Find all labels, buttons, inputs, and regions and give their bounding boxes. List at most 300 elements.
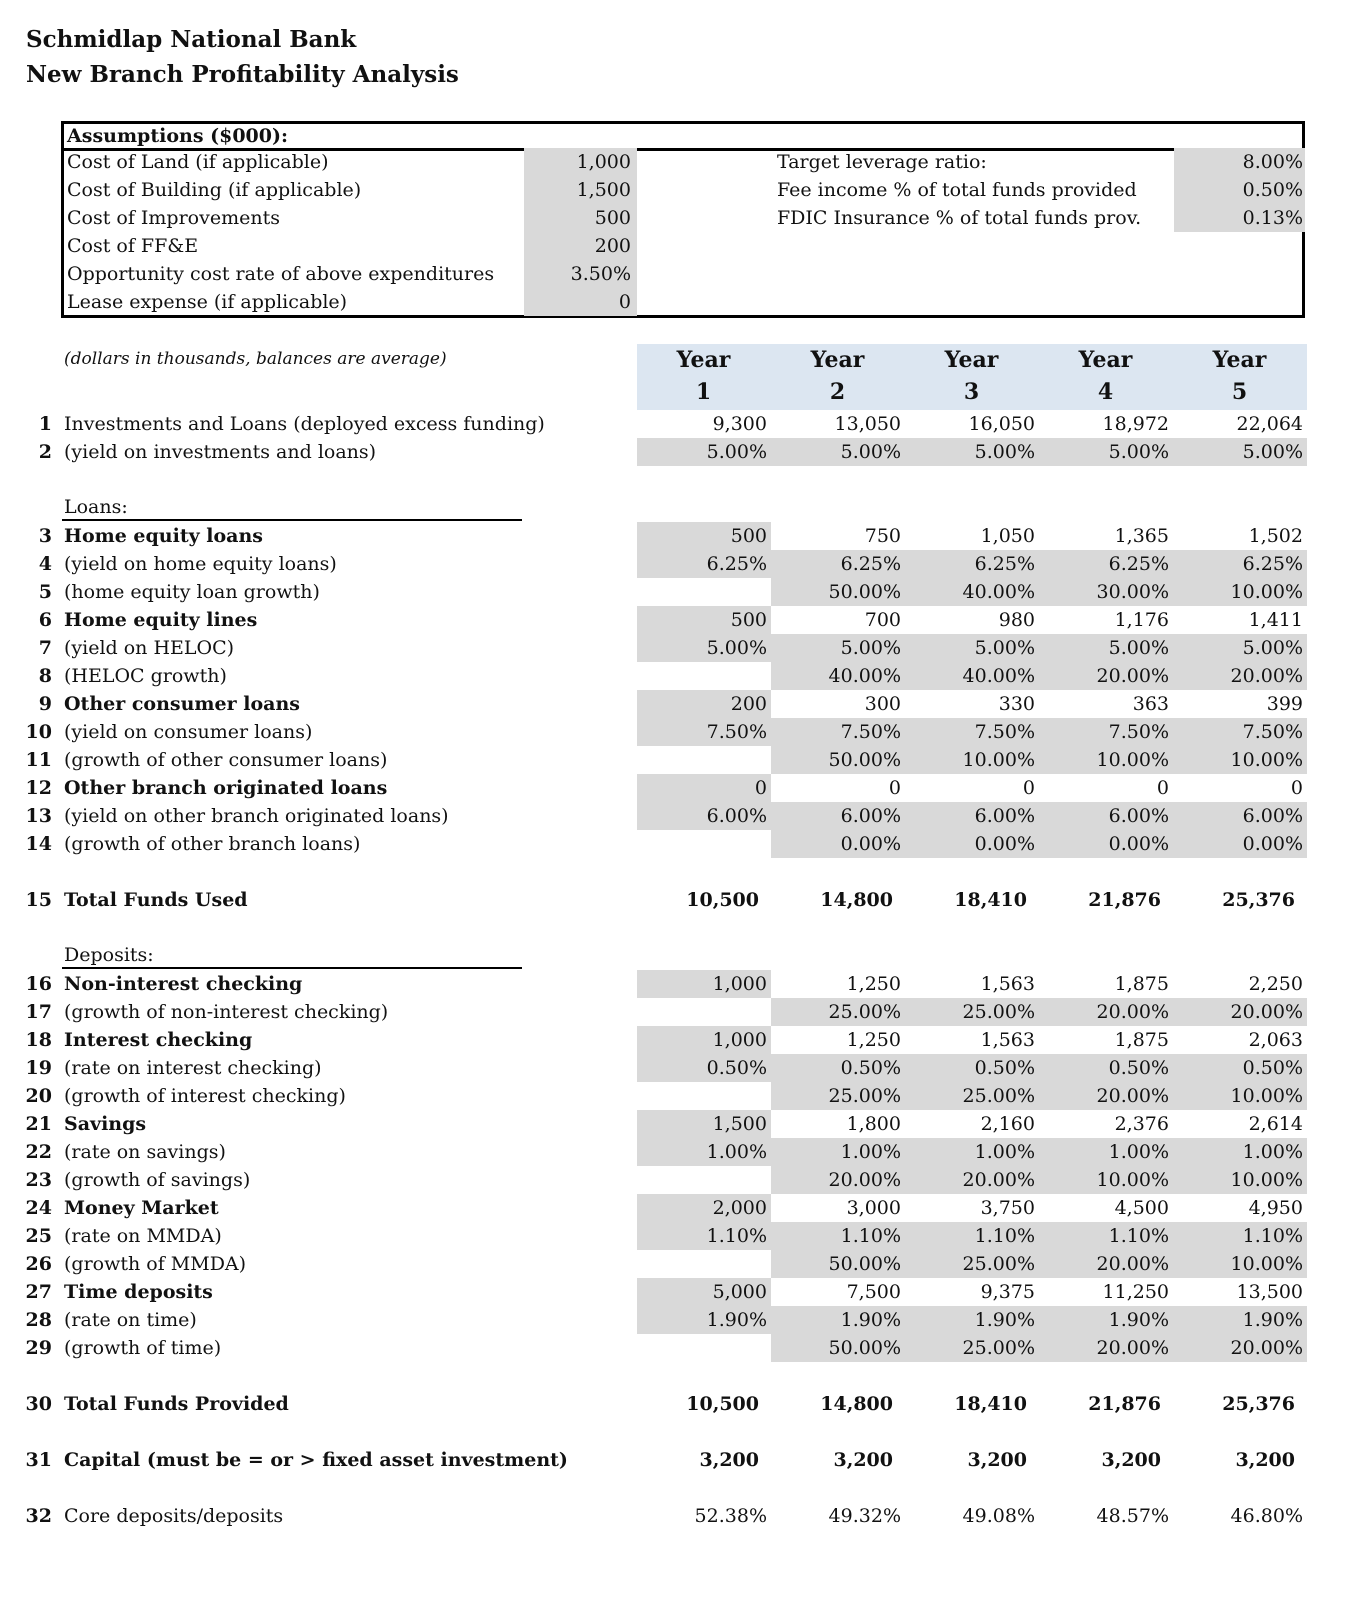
value-cell[interactable]: 6.25%: [1173, 550, 1307, 578]
row-number: 23: [25, 1169, 52, 1191]
row-label: (rate on time): [64, 1309, 197, 1331]
value-cell[interactable]: 1.00%: [771, 1138, 905, 1166]
value-cell: [637, 1082, 771, 1110]
assumption-row: [64, 288, 764, 316]
table-row: [0, 970, 1371, 998]
table-row: [0, 438, 1371, 466]
assumption-input[interactable]: 1,000: [524, 148, 637, 176]
value-cell: 25,376: [1222, 889, 1295, 911]
value-cell[interactable]: 25.00%: [905, 1250, 1039, 1278]
assumption-label: Cost of Land (if applicable): [67, 151, 329, 173]
value-cell[interactable]: 7.50%: [1039, 718, 1173, 746]
assumption-input[interactable]: 500: [524, 204, 637, 232]
value-cell[interactable]: 6.00%: [1039, 802, 1173, 830]
value-cell: [637, 1334, 771, 1362]
value-cell: 2,376: [1114, 1113, 1169, 1135]
value-cell[interactable]: 5.00%: [905, 438, 1039, 466]
value-cell: 1,502: [1248, 525, 1303, 547]
value-cell[interactable]: 1.10%: [771, 1222, 905, 1250]
year-word: Year: [810, 347, 865, 373]
assumptions-heading: Assumptions ($000):: [64, 124, 1302, 151]
assumption-label: Cost of Building (if applicable): [67, 179, 362, 201]
value-cell[interactable]: 0.00%: [1173, 830, 1307, 858]
units-note: (dollars in thousands, balances are average): [64, 349, 447, 369]
value-cell[interactable]: 6.25%: [1039, 550, 1173, 578]
row-number: 22: [25, 1141, 52, 1163]
row-number: 31: [25, 1449, 52, 1471]
row-label: (HELOC growth): [64, 665, 227, 687]
value-cell: 0: [888, 777, 901, 799]
year-header: [637, 344, 770, 408]
value-cell[interactable]: 500: [637, 522, 771, 550]
row-number: 4: [38, 553, 52, 575]
row-number: 21: [25, 1113, 52, 1135]
value-cell[interactable]: 50.00%: [771, 578, 905, 606]
row-number: 6: [38, 609, 52, 631]
value-cell: 3,200: [1235, 1449, 1295, 1471]
value-cell[interactable]: 0.50%: [1039, 1054, 1173, 1082]
table-row: [0, 522, 1371, 550]
value-cell: 3,200: [967, 1449, 1027, 1471]
value-cell[interactable]: 1.90%: [637, 1306, 771, 1334]
value-cell: 4,500: [1114, 1197, 1169, 1219]
value-cell: 10,500: [686, 889, 759, 911]
table-row: [0, 802, 1371, 830]
table-row: [0, 774, 1371, 802]
value-cell: 2,063: [1248, 1029, 1303, 1051]
value-cell[interactable]: 1.90%: [1173, 1306, 1307, 1334]
value-cell: 21,876: [1088, 1393, 1161, 1415]
row-number: 12: [25, 777, 52, 799]
value-cell: 9,375: [980, 1281, 1035, 1303]
value-cell: [637, 578, 771, 606]
value-cell[interactable]: 25.00%: [905, 1082, 1039, 1110]
row-label: (home equity loan growth): [64, 581, 320, 603]
assumption-row-right: [64, 148, 1305, 176]
table-row: [0, 1026, 1371, 1054]
value-cell[interactable]: 25.00%: [905, 1334, 1039, 1362]
section-deposits: Deposits:: [64, 944, 154, 966]
value-cell: [637, 1166, 771, 1194]
row-label: (rate on MMDA): [64, 1225, 222, 1247]
year-number: 5: [1231, 379, 1248, 405]
value-cell[interactable]: 0.50%: [771, 1054, 905, 1082]
table-row: [0, 1110, 1371, 1138]
value-cell[interactable]: 6.25%: [905, 550, 1039, 578]
value-cell[interactable]: 20.00%: [1173, 998, 1307, 1026]
assumption-label: Lease expense (if applicable): [67, 291, 348, 313]
row-label: (rate on savings): [64, 1141, 226, 1163]
value-cell: [637, 1250, 771, 1278]
year-number: 1: [695, 379, 712, 405]
value-cell[interactable]: 5.00%: [905, 634, 1039, 662]
value-cell[interactable]: 1,000: [637, 970, 771, 998]
row-number: 2: [38, 441, 52, 463]
value-cell[interactable]: 20.00%: [1173, 1334, 1307, 1362]
value-cell[interactable]: 5.00%: [1039, 438, 1173, 466]
value-cell: 49.08%: [962, 1505, 1035, 1527]
value-cell: 3,200: [1101, 1449, 1161, 1471]
table-row: [0, 1054, 1371, 1082]
value-cell[interactable]: 10.00%: [1173, 1166, 1307, 1194]
table-row: [0, 1446, 1371, 1474]
value-cell: 0: [1290, 777, 1303, 799]
value-cell: 18,972: [1102, 413, 1169, 435]
value-cell: 14,800: [820, 1393, 893, 1415]
value-cell: 3,750: [980, 1197, 1035, 1219]
value-cell[interactable]: 1.00%: [637, 1138, 771, 1166]
row-number: 29: [25, 1337, 52, 1359]
row-label: Interest checking: [64, 1029, 253, 1051]
year-number: 2: [829, 379, 846, 405]
value-cell[interactable]: 6.00%: [771, 802, 905, 830]
assumption-input[interactable]: 0.13%: [1174, 204, 1305, 232]
row-label: (growth of MMDA): [64, 1253, 247, 1275]
year-header: [771, 344, 904, 408]
value-cell[interactable]: 0.00%: [1039, 830, 1173, 858]
assumption-input[interactable]: 0.50%: [1174, 176, 1305, 204]
row-number: 18: [25, 1029, 52, 1051]
row-label: (yield on consumer loans): [64, 721, 313, 743]
table-row: [0, 1166, 1371, 1194]
value-cell: 980: [998, 609, 1035, 631]
value-cell: 1,875: [1114, 973, 1169, 995]
value-cell[interactable]: 1.00%: [905, 1138, 1039, 1166]
value-cell[interactable]: 6.00%: [1173, 802, 1307, 830]
assumptions-box: [61, 121, 1305, 318]
row-label: (growth of time): [64, 1337, 222, 1359]
value-cell: 46.80%: [1230, 1505, 1303, 1527]
assumption-label: Cost of Improvements: [67, 207, 280, 229]
row-label: Other consumer loans: [64, 693, 300, 715]
row-number: 19: [25, 1057, 52, 1079]
year-word: Year: [944, 347, 999, 373]
value-cell: 300: [864, 693, 901, 715]
year-header: [1039, 344, 1172, 408]
value-cell: 48.57%: [1096, 1505, 1169, 1527]
value-cell[interactable]: 20.00%: [1173, 662, 1307, 690]
value-cell: [637, 662, 771, 690]
row-number: 17: [25, 1001, 52, 1023]
value-cell[interactable]: 20.00%: [1039, 662, 1173, 690]
row-number: 24: [25, 1197, 52, 1219]
year-header: [1173, 344, 1306, 408]
value-cell: 1,176: [1114, 609, 1169, 631]
value-cell[interactable]: 7.50%: [637, 718, 771, 746]
value-cell[interactable]: 50.00%: [771, 1334, 905, 1362]
row-number: 3: [38, 525, 52, 547]
value-cell[interactable]: 6.00%: [905, 802, 1039, 830]
value-cell[interactable]: 0.50%: [637, 1054, 771, 1082]
row-number: 11: [25, 749, 52, 771]
row-number: 9: [38, 693, 52, 715]
value-cell: [637, 998, 771, 1026]
value-cell: 1,250: [846, 1029, 901, 1051]
table-row: [0, 1082, 1371, 1110]
row-label: (yield on HELOC): [64, 637, 235, 659]
value-cell[interactable]: 20.00%: [771, 1166, 905, 1194]
value-cell[interactable]: 1.10%: [1039, 1222, 1173, 1250]
value-cell[interactable]: 5.00%: [1039, 634, 1173, 662]
value-cell[interactable]: 40.00%: [905, 662, 1039, 690]
table-row: [0, 1502, 1371, 1530]
row-number: 1: [38, 413, 52, 435]
value-cell[interactable]: 0.50%: [1173, 1054, 1307, 1082]
row-label: Money Market: [64, 1197, 219, 1219]
value-cell: 13,500: [1236, 1281, 1303, 1303]
row-number: 16: [25, 973, 52, 995]
value-cell: 1,411: [1248, 609, 1303, 631]
row-label: (growth of other branch loans): [64, 833, 361, 855]
row-number: 5: [38, 581, 52, 603]
table-row: [0, 410, 1371, 438]
value-cell[interactable]: 1.00%: [1173, 1138, 1307, 1166]
table-row: [0, 1222, 1371, 1250]
value-cell[interactable]: 1.90%: [1039, 1306, 1173, 1334]
value-cell: 399: [1266, 693, 1303, 715]
section-deposits-underline: [62, 967, 522, 969]
assumption-row: [64, 232, 764, 260]
table-row: [0, 1390, 1371, 1418]
value-cell: 3,000: [846, 1197, 901, 1219]
row-label: Total Funds Used: [64, 889, 248, 911]
value-cell[interactable]: 5.00%: [637, 634, 771, 662]
row-number: 14: [25, 833, 52, 855]
row-label: (yield on home equity loans): [64, 553, 337, 575]
row-number: 15: [25, 889, 52, 911]
value-cell: 49.32%: [828, 1505, 901, 1527]
value-cell: 1,875: [1114, 1029, 1169, 1051]
table-row: [0, 886, 1371, 914]
value-cell[interactable]: 5,000: [637, 1278, 771, 1306]
row-label: Time deposits: [64, 1281, 213, 1303]
value-cell: 25,376: [1222, 1393, 1295, 1415]
assumption-input[interactable]: 1,500: [524, 176, 637, 204]
assumption-input[interactable]: 200: [524, 232, 637, 260]
table-row: [0, 578, 1371, 606]
row-label: (yield on investments and loans): [64, 441, 377, 463]
value-cell[interactable]: 20.00%: [1039, 1250, 1173, 1278]
row-label: Home equity loans: [64, 525, 263, 547]
assumption-row-right: [64, 176, 1305, 204]
row-number: 20: [25, 1085, 52, 1107]
value-cell: 22,064: [1236, 413, 1303, 435]
table-row: [0, 746, 1371, 774]
value-cell[interactable]: 7.50%: [1173, 718, 1307, 746]
table-row: [0, 718, 1371, 746]
row-number: 8: [38, 665, 52, 687]
row-number: 30: [25, 1393, 52, 1415]
value-cell: 0: [1022, 777, 1035, 799]
value-cell[interactable]: 2,000: [637, 1194, 771, 1222]
value-cell[interactable]: 10.00%: [1173, 746, 1307, 774]
row-label: Home equity lines: [64, 609, 258, 631]
value-cell[interactable]: 0.00%: [905, 830, 1039, 858]
assumption-label: Target leverage ratio:: [777, 151, 987, 173]
table-row: [0, 1250, 1371, 1278]
value-cell: 16,050: [968, 413, 1035, 435]
row-number: 25: [25, 1225, 52, 1247]
assumption-label: FDIC Insurance % of total funds prov.: [777, 207, 1142, 229]
value-cell[interactable]: 5.00%: [1173, 438, 1307, 466]
value-cell[interactable]: 10.00%: [1173, 1250, 1307, 1278]
row-label: (rate on interest checking): [64, 1057, 322, 1079]
table-row: [0, 662, 1371, 690]
value-cell: 330: [998, 693, 1035, 715]
value-cell: 2,614: [1248, 1113, 1303, 1135]
value-cell[interactable]: 0: [637, 774, 771, 802]
value-cell[interactable]: 0.00%: [771, 830, 905, 858]
value-cell: 363: [1132, 693, 1169, 715]
value-cell: 14,800: [820, 889, 893, 911]
bank-name: Schmidlap National Bank: [26, 26, 357, 53]
value-cell: 2,250: [1248, 973, 1303, 995]
value-cell: 21,876: [1088, 889, 1161, 911]
value-cell: 1,563: [980, 1029, 1035, 1051]
value-cell[interactable]: 7.50%: [905, 718, 1039, 746]
row-label: (yield on other branch originated loans): [64, 805, 449, 827]
value-cell: 13,050: [834, 413, 901, 435]
value-cell[interactable]: 50.00%: [771, 746, 905, 774]
value-cell[interactable]: 0.50%: [905, 1054, 1039, 1082]
value-cell[interactable]: 10.00%: [905, 746, 1039, 774]
row-label: (growth of other consumer loans): [64, 749, 388, 771]
value-cell[interactable]: 40.00%: [771, 662, 905, 690]
value-cell[interactable]: 6.25%: [637, 550, 771, 578]
report-title: New Branch Profitability Analysis: [26, 61, 459, 88]
value-cell: 10,500: [686, 1393, 759, 1415]
row-label: (growth of non-interest checking): [64, 1001, 389, 1023]
assumption-row: [64, 260, 764, 288]
value-cell: 700: [864, 609, 901, 631]
value-cell: 18,410: [954, 1393, 1027, 1415]
value-cell[interactable]: 6.25%: [771, 550, 905, 578]
value-cell[interactable]: 1.90%: [905, 1306, 1039, 1334]
table-row: [0, 1334, 1371, 1362]
table-row: [0, 1278, 1371, 1306]
value-cell[interactable]: 20.00%: [1039, 998, 1173, 1026]
value-cell[interactable]: 1,000: [637, 1026, 771, 1054]
table-row: [0, 634, 1371, 662]
row-number: 32: [25, 1505, 52, 1527]
table-row: [0, 998, 1371, 1026]
value-cell[interactable]: 10.00%: [1039, 1166, 1173, 1194]
table-row: [0, 606, 1371, 634]
value-cell: 750: [864, 525, 901, 547]
value-cell[interactable]: 10.00%: [1039, 746, 1173, 774]
value-cell: 4,950: [1248, 1197, 1303, 1219]
value-cell: [637, 746, 771, 774]
value-cell[interactable]: 1.00%: [1039, 1138, 1173, 1166]
year-word: Year: [1212, 347, 1267, 373]
value-cell: 9,300: [712, 413, 767, 435]
value-cell[interactable]: 1.10%: [637, 1222, 771, 1250]
value-cell[interactable]: 200: [637, 690, 771, 718]
table-row: [0, 1194, 1371, 1222]
value-cell: 0: [1156, 777, 1169, 799]
value-cell: 1,800: [846, 1113, 901, 1135]
value-cell[interactable]: 500: [637, 606, 771, 634]
value-cell: 11,250: [1102, 1281, 1169, 1303]
value-cell[interactable]: 1.10%: [905, 1222, 1039, 1250]
row-label: Core deposits/deposits: [64, 1505, 284, 1527]
value-cell: 3,200: [833, 1449, 893, 1471]
value-cell[interactable]: 5.00%: [771, 438, 905, 466]
value-cell[interactable]: 20.00%: [905, 1166, 1039, 1194]
assumption-label: Cost of FF&E: [67, 235, 199, 257]
value-cell[interactable]: 20.00%: [1039, 1334, 1173, 1362]
row-label: Savings: [64, 1113, 147, 1135]
year-word: Year: [1078, 347, 1133, 373]
row-number: 7: [38, 637, 52, 659]
row-label: Capital (must be = or > fixed asset investment): [64, 1449, 568, 1471]
value-cell[interactable]: 6.00%: [637, 802, 771, 830]
value-cell: 1,250: [846, 973, 901, 995]
table-row: [0, 1138, 1371, 1166]
value-cell[interactable]: 1.10%: [1173, 1222, 1307, 1250]
row-label: Total Funds Provided: [64, 1393, 289, 1415]
year-header: [905, 344, 1038, 408]
table-row: [0, 550, 1371, 578]
section-loans-underline: [62, 519, 522, 521]
value-cell[interactable]: 10.00%: [1173, 578, 1307, 606]
value-cell[interactable]: 25.00%: [771, 998, 905, 1026]
value-cell[interactable]: 1,500: [637, 1110, 771, 1138]
assumption-row-right: [64, 204, 1305, 232]
value-cell[interactable]: 5.00%: [771, 634, 905, 662]
assumption-label: Fee income % of total funds provided: [777, 179, 1137, 201]
row-label: Non-interest checking: [64, 973, 303, 995]
section-loans: Loans:: [64, 496, 128, 518]
value-cell: 1,563: [980, 973, 1035, 995]
value-cell: 1,365: [1114, 525, 1169, 547]
assumption-input[interactable]: 8.00%: [1174, 148, 1305, 176]
value-cell: 18,410: [954, 889, 1027, 911]
value-cell[interactable]: 30.00%: [1039, 578, 1173, 606]
row-label: (growth of interest checking): [64, 1085, 346, 1107]
value-cell[interactable]: 10.00%: [1173, 1082, 1307, 1110]
value-cell[interactable]: 25.00%: [905, 998, 1039, 1026]
row-label: (growth of savings): [64, 1169, 251, 1191]
table-row: [0, 1306, 1371, 1334]
value-cell: 3,200: [699, 1449, 759, 1471]
value-cell[interactable]: 50.00%: [771, 1250, 905, 1278]
row-number: 27: [25, 1281, 52, 1303]
value-cell[interactable]: 25.00%: [771, 1082, 905, 1110]
year-number: 4: [1097, 379, 1114, 405]
value-cell[interactable]: 40.00%: [905, 578, 1039, 606]
assumption-input[interactable]: 3.50%: [524, 260, 637, 288]
table-row: [0, 690, 1371, 718]
value-cell: [637, 830, 771, 858]
value-cell: 1,050: [980, 525, 1035, 547]
value-cell: 7,500: [846, 1281, 901, 1303]
value-cell[interactable]: 5.00%: [637, 438, 771, 466]
value-cell[interactable]: 7.50%: [771, 718, 905, 746]
row-label: Investments and Loans (deployed excess funding): [64, 413, 545, 435]
row-number: 13: [25, 805, 52, 827]
value-cell: 52.38%: [694, 1505, 767, 1527]
assumption-input[interactable]: 0: [524, 288, 637, 316]
row-number: 26: [25, 1253, 52, 1275]
value-cell[interactable]: 5.00%: [1173, 634, 1307, 662]
row-number: 28: [25, 1309, 52, 1331]
value-cell[interactable]: 1.90%: [771, 1306, 905, 1334]
value-cell[interactable]: 20.00%: [1039, 1082, 1173, 1110]
table-row: [0, 830, 1371, 858]
row-label: Other branch originated loans: [64, 777, 388, 799]
value-cell: 2,160: [980, 1113, 1035, 1135]
